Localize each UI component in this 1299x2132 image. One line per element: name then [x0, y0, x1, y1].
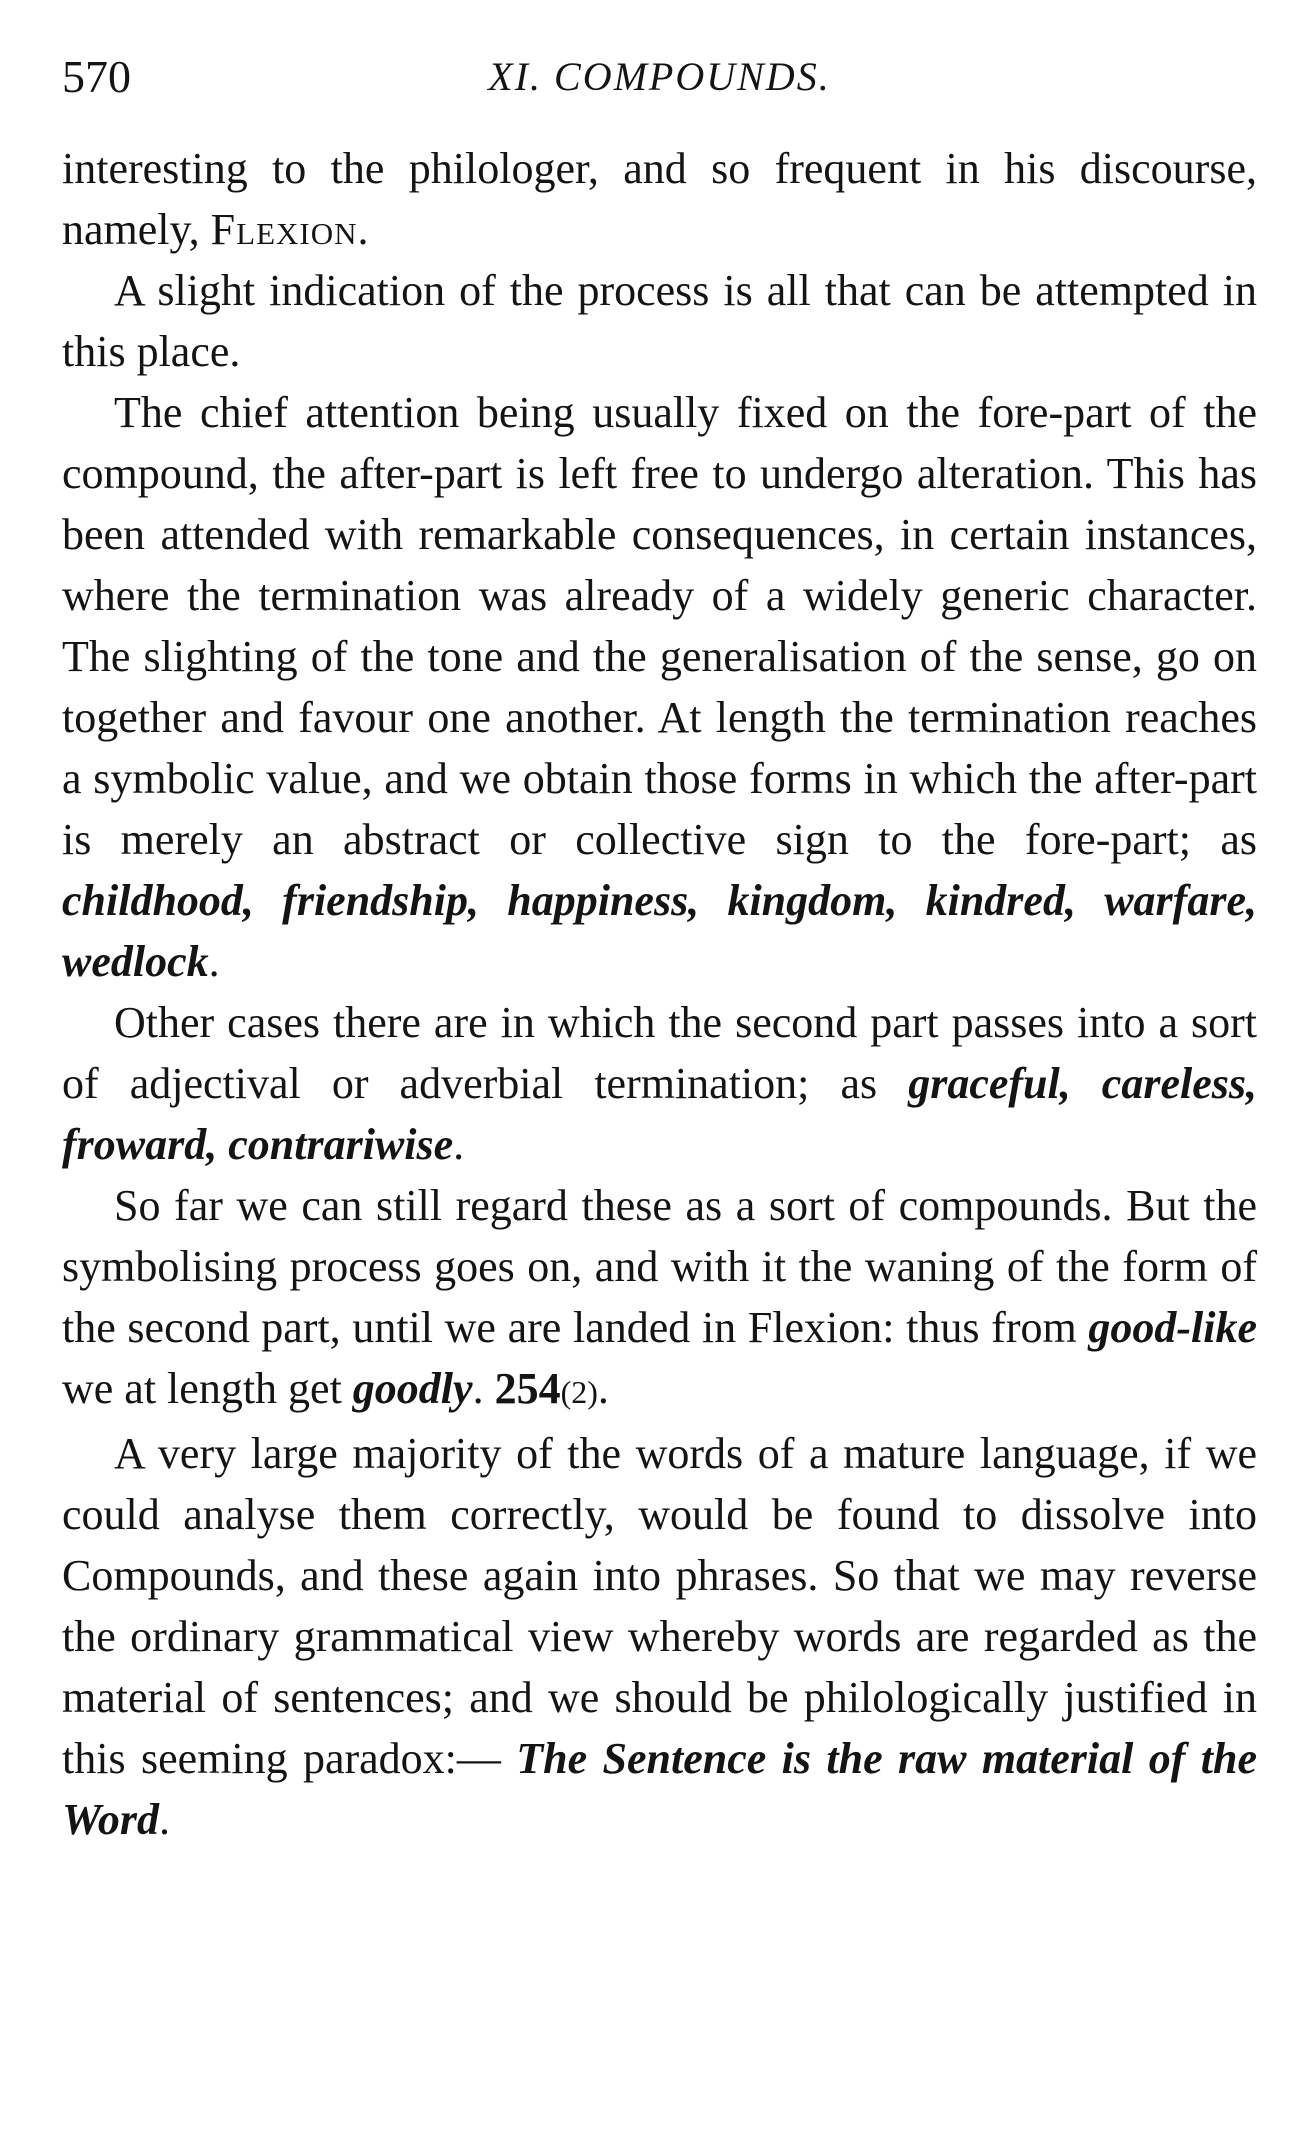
- paragraph-text: .: [453, 1120, 465, 1169]
- paragraph-2: [62, 260, 1257, 382]
- maxim: The Sentence is the raw material of the Word: [62, 1734, 1257, 1844]
- flexion-term: Flexion: [210, 205, 358, 254]
- page-number: 570: [62, 51, 131, 102]
- example-words: graceful, careless, froward, contrariwise: [62, 1059, 1257, 1169]
- paragraph-text: A very large majority of the words of a mature language, if we could analyse them correctly, would be found to dissolve into Compounds, and these again into phrases. So that we may reverse the ordinary grammatical view whereby words are regarded as the material of sentences; and we should be philologically justified in this seeming paradox:—: [62, 1429, 1257, 1783]
- paragraph-4: [62, 992, 1257, 1175]
- paragraph-text: .: [472, 1364, 495, 1413]
- body-text: [62, 138, 1257, 1850]
- paragraph-5: [62, 1175, 1257, 1423]
- paragraph-3: [62, 382, 1257, 992]
- page-header: [62, 42, 1257, 112]
- paragraph-text: interesting to the philologer, and so frequent in his discourse, namely,: [62, 144, 1257, 254]
- paragraph-text: we at length get: [62, 1364, 353, 1413]
- running-head: XI. COMPOUNDS.: [488, 54, 831, 99]
- example-words: childhood, friendship, happiness, kingdom, kindred, warfare, wedlock: [62, 876, 1257, 986]
- section-subreference: (2): [560, 1374, 598, 1410]
- paragraph-1: [62, 138, 1257, 260]
- paragraph-text: A slight indication of the process is all that can be attempted in this place.: [62, 266, 1257, 376]
- example-word: good-like: [1088, 1303, 1257, 1352]
- paragraph-text: So far we can still regard these as a sort of compounds. But the symbolising process goes on, and with it the waning of the form of the second part, until we are landed in Flexion: thus from: [62, 1181, 1257, 1352]
- paragraph-text: .: [208, 937, 220, 986]
- paragraph-text: Other cases there are in which the second part passes into a sort of adjectival or adverbial termination; as: [62, 998, 1257, 1108]
- paragraph-text: .: [158, 1795, 170, 1844]
- example-word: goodly: [352, 1364, 473, 1413]
- paragraph-text: .: [357, 205, 369, 254]
- paragraph-6: [62, 1423, 1257, 1850]
- section-reference: 254: [494, 1364, 561, 1413]
- paragraph-text: The chief attention being usually fixed on the fore-part of the compound, the after-part is left free to undergo alteration. This has been attended with remarkable consequences, in certain instances, where the termination was already of a widely generic character. The slighting of the tone and the generalisation of the sense, go on together and favour one another. At length the termination reaches a symbolic value, and we obtain those forms in which the after-part is merely an abstract or collective sign to the fore-part; as: [62, 388, 1257, 864]
- paragraph-text: .: [597, 1364, 609, 1413]
